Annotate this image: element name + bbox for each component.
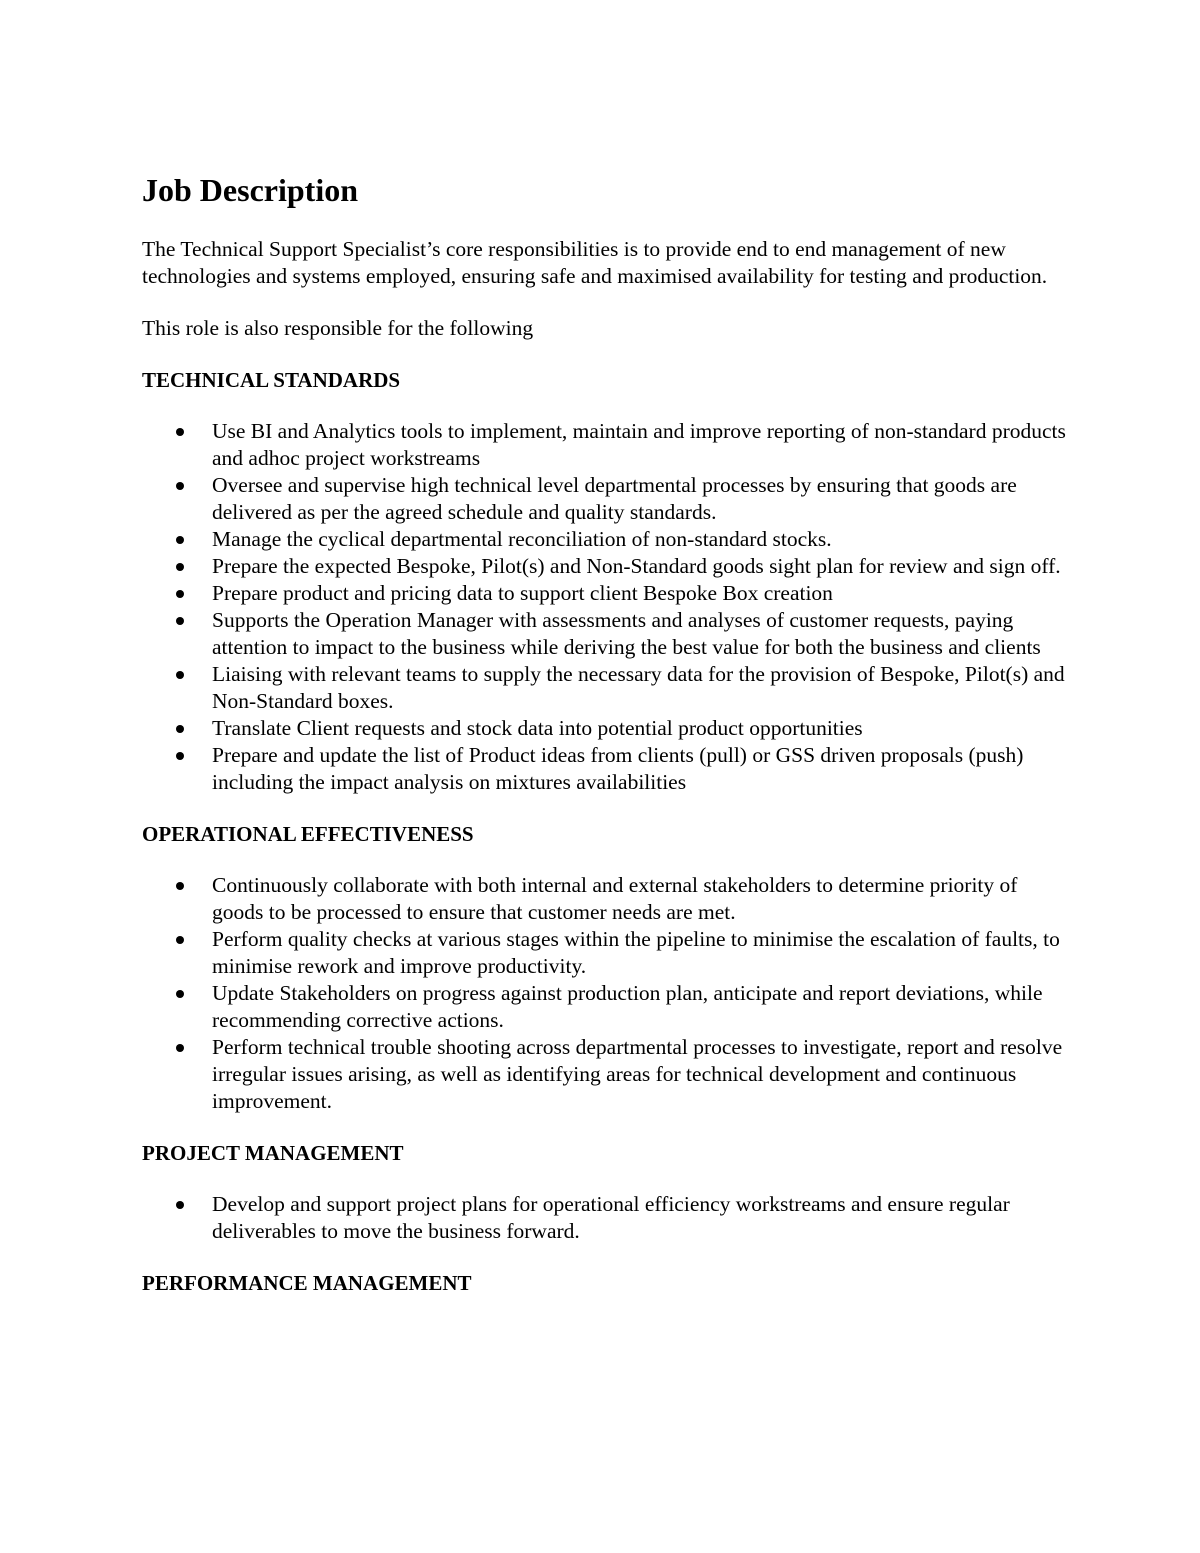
- bullet-icon: [176, 536, 184, 544]
- section-heading: OPERATIONAL EFFECTIVENESS: [142, 822, 474, 846]
- bullet-icon: [176, 936, 184, 944]
- bullet-text: Oversee and supervise high technical level departmental processes by ensuring that goods are delivered as per the agreed schedule and quality standards.: [212, 473, 1017, 524]
- lead-in-paragraph: This role is also responsible for the following: [142, 316, 534, 340]
- bullet-item: [142, 472, 1072, 526]
- bullet-item: [142, 872, 1072, 926]
- bullet-text: Manage the cyclical departmental reconciliation of non-standard stocks.: [212, 527, 832, 551]
- document-page: [142, 168, 1072, 1321]
- bullet-list: [142, 418, 1072, 796]
- section-heading: PERFORMANCE MANAGEMENT: [142, 1271, 472, 1295]
- bullet-text: Supports the Operation Manager with assessments and analyses of customer requests, paying attention to impact to the business while deriving the best value for both the business and clients: [212, 608, 1041, 659]
- bullet-text: Develop and support project plans for operational efficiency workstreams and ensure regular deliverables to move the business forward.: [212, 1192, 1010, 1243]
- bullet-icon: [176, 752, 184, 760]
- bullet-icon: [176, 1044, 184, 1052]
- bullet-item: [142, 926, 1072, 980]
- bullet-item: [142, 980, 1072, 1034]
- section-heading: PROJECT MANAGEMENT: [142, 1141, 404, 1165]
- intro-paragraph: The Technical Support Specialist’s core responsibilities is to provide end to end management of new technologies and systems employed, ensuring safe and maximised availability for testing and production.: [142, 237, 1048, 288]
- bullet-text: Perform quality checks at various stages within the pipeline to minimise the escalation of faults, to minimise rework and improve productivity.: [212, 927, 1060, 978]
- bullet-text: Use BI and Analytics tools to implement, maintain and improve reporting of non-standard products and adhoc project workstreams: [212, 419, 1066, 470]
- bullet-icon: [176, 563, 184, 571]
- bullet-icon: [176, 990, 184, 998]
- bullet-item: [142, 742, 1072, 796]
- bullet-text: Update Stakeholders on progress against production plan, anticipate and report deviations, while recommending corrective actions.: [212, 981, 1043, 1032]
- bullet-item: [142, 580, 1072, 607]
- bullet-item: [142, 1034, 1072, 1115]
- bullet-item: [142, 715, 1072, 742]
- bullet-icon: [176, 617, 184, 625]
- bullet-item: [142, 526, 1072, 553]
- bullet-item: [142, 553, 1072, 580]
- bullet-icon: [176, 1201, 184, 1209]
- bullet-text: Prepare and update the list of Product ideas from clients (pull) or GSS driven proposals (push) including the impact analysis on mixtures availabilities: [212, 743, 1024, 794]
- bullet-icon: [176, 725, 184, 733]
- bullet-item: [142, 418, 1072, 472]
- bullet-text: Perform technical trouble shooting across departmental processes to investigate, report and resolve irregular issues arising, as well as identifying areas for technical development and continuous improvement.: [212, 1035, 1063, 1113]
- section-heading: TECHNICAL STANDARDS: [142, 368, 401, 392]
- bullet-text: Prepare product and pricing data to support client Bespoke Box creation: [212, 581, 833, 605]
- bullet-list: [142, 872, 1072, 1115]
- bullet-icon: [176, 590, 184, 598]
- bullet-text: Liaising with relevant teams to supply the necessary data for the provision of Bespoke, Pilot(s) and Non-Standard boxes.: [212, 662, 1065, 713]
- sections-container: [142, 367, 1072, 1297]
- bullet-text: Continuously collaborate with both internal and external stakeholders to determine priority of goods to be processed to ensure that customer needs are met.: [212, 873, 1018, 924]
- bullet-item: [142, 1191, 1072, 1245]
- bullet-text: Prepare the expected Bespoke, Pilot(s) and Non-Standard goods sight plan for review and sign off.: [212, 554, 1061, 578]
- bullet-list: [142, 1191, 1072, 1245]
- bullet-item: [142, 607, 1072, 661]
- bullet-icon: [176, 482, 184, 490]
- document-title: Job Description: [142, 172, 358, 208]
- bullet-icon: [176, 882, 184, 890]
- bullet-icon: [176, 428, 184, 436]
- bullet-text: Translate Client requests and stock data into potential product opportunities: [212, 716, 863, 740]
- bullet-icon: [176, 671, 184, 679]
- bullet-item: [142, 661, 1072, 715]
